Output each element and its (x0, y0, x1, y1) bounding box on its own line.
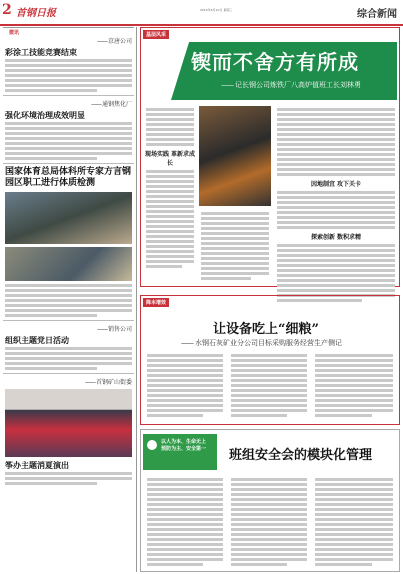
item-source: —— 销售公司 (3, 324, 132, 333)
item-title[interactable]: 组织主题党日活动 (5, 335, 69, 345)
right-column (140, 27, 400, 572)
worker-photo (199, 106, 271, 206)
briefs-tag: 微讯 (9, 30, 20, 36)
page-header (0, 0, 403, 26)
photo-performance (5, 389, 132, 457)
story-headline[interactable]: 锲而不舍方有所成 (191, 50, 359, 74)
story-section-head: 现场实践 革新求成长 (144, 151, 196, 167)
story-kicker: 降本增效 (143, 298, 169, 307)
safety-slogan-banner (143, 434, 217, 470)
story-subhead: —— 记长钢公司炼铁厂八高炉值班工长刘林勇 (221, 80, 361, 90)
safety-icon (147, 440, 157, 450)
feature-story (140, 27, 400, 287)
safety-story (140, 429, 400, 572)
item-title[interactable]: 强化环境治理成效明显 (5, 110, 85, 120)
story-section-head: 探索创新 数积求精 (310, 234, 362, 241)
photo-fitness-test-2 (5, 247, 132, 281)
item-source: —— 通钢焦化厂 (3, 99, 132, 108)
newspaper-logo: 首钢日报 (16, 8, 56, 19)
item-source: —— 首钢矿山街委 (3, 377, 132, 386)
header-date-info: 2015年6月10日 星期三 (200, 8, 233, 12)
story-subhead: —— 水钢石灰矿业分公司目标采购服务经营生产侧记 (181, 338, 342, 348)
story-kicker: 基层风采 (143, 30, 169, 39)
item-title[interactable]: 国家体育总局体科所专家方言钢园区职工进行体质检测 (5, 167, 132, 188)
left-column (3, 27, 134, 572)
page-number: 2 (2, 2, 12, 18)
safety-slogan: 以人为本、生命无上 预防为主、安全第一 (161, 439, 207, 452)
section-title: 综合新闻 (357, 9, 397, 20)
story-section-head: 因地制宜 攻下关卡 (310, 181, 362, 188)
item-source: —— 京唐公司 (3, 36, 132, 45)
item-title[interactable]: 筝办主题消夏演出 (5, 460, 69, 470)
column-divider (136, 27, 137, 572)
item-title[interactable]: 彩涂工技能竞赛结束 (5, 47, 77, 57)
photo-fitness-test (5, 192, 132, 244)
story-headline[interactable]: 让设备吃上“细粮” (213, 322, 319, 337)
story-headline[interactable]: 班组安全会的模块化管理 (229, 448, 373, 463)
briefs-tag-bar (3, 27, 134, 35)
cost-reduction-story (140, 295, 400, 425)
